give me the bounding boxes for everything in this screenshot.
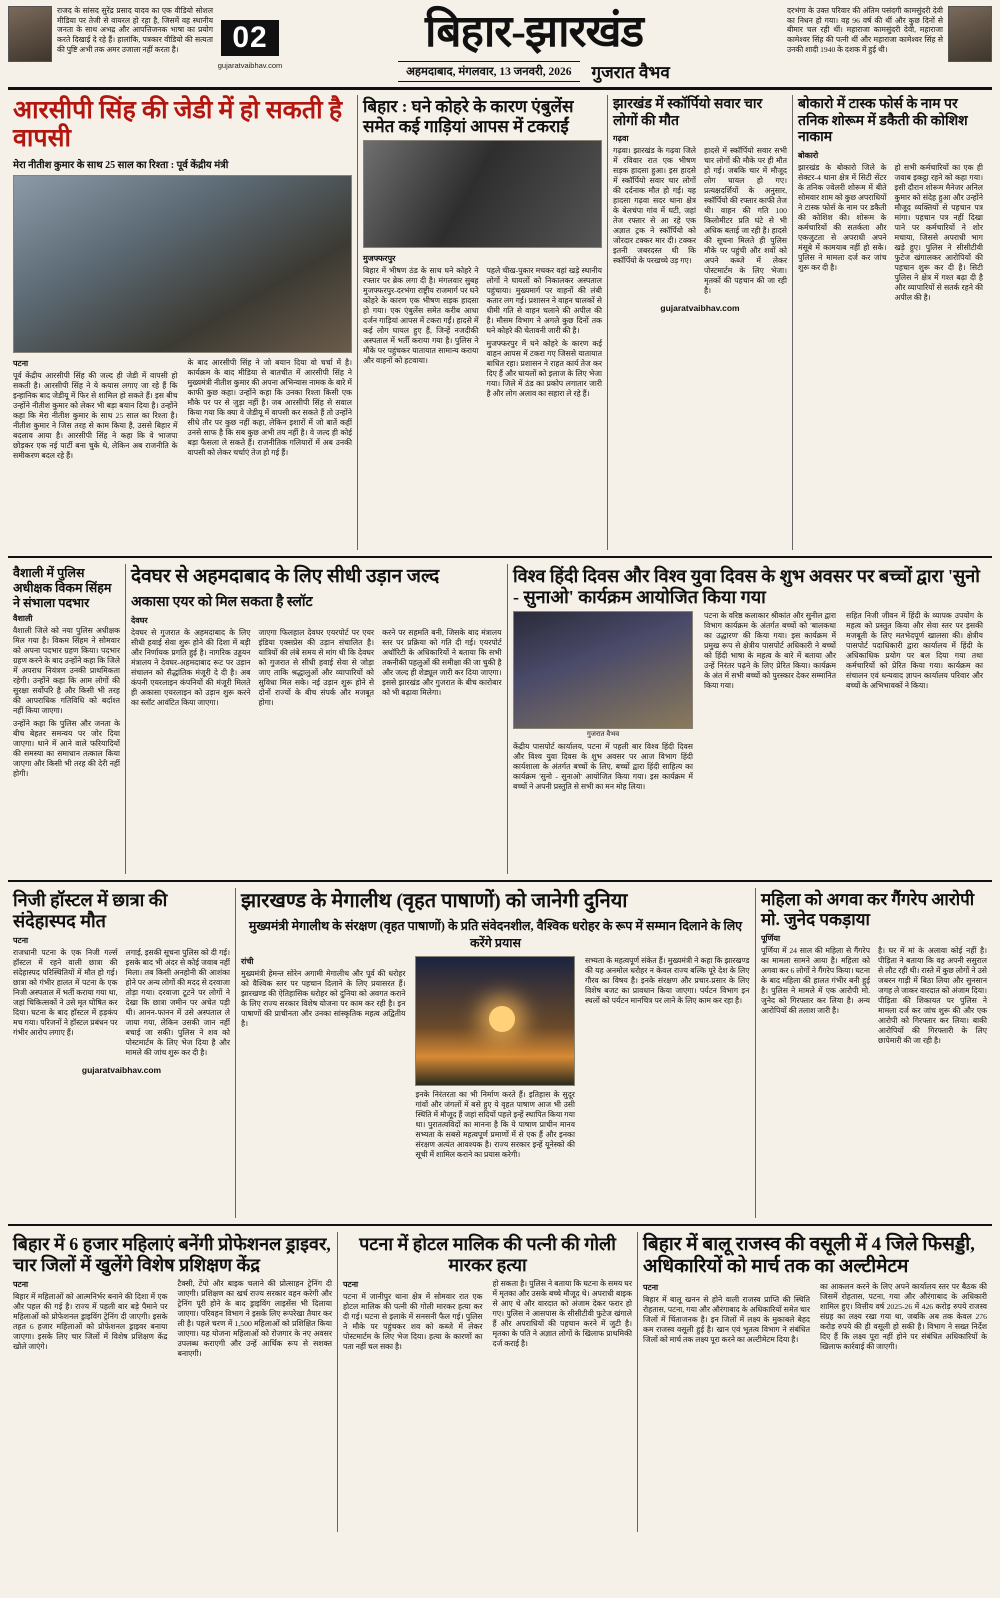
headline: बिहार में बालू राजस्व की वसूली में 4 जिले फिसड्डी, अधिकारियों को मार्च तक का अल्टीमेटम <box>643 1234 975 1277</box>
photo-caption: गुजरात वैभव <box>586 730 620 739</box>
row-4 <box>8 1232 992 1532</box>
masthead-right-text: दरभंगा के उक्त परिवार की अंतिम पसंदगी कामसुंदरी देवी का निधन हो गया। वह 96 वर्ष की थीं और कुछ दिनों से बीमार चल रही थीं। महाराजा कामसुंदरी देवी, महाराजा कामेश्वर सिंह की पत्नी थीं और महाराजा कामेश्वर सिंह से उनकी शादी 1940 के दशक में हुई थी। <box>787 6 943 54</box>
article-body: देवघर से गुजरात के अहमदाबाद के लिए सीधी हवाई सेवा शुरू होने की दिशा में बड़ी और निर्णायक प्रगति हुई है। नागरिक उड्डयन मंत्रालय ने देवघर-अहमदाबाद रूट पर उड़ान संचालन को सैद्धांतिक मंजूरी दे दी है। अब कंपनी एयरलाइन कंपनियों की मंजूरी मिलते ही अकासा एयरलाइन को उड़ान शुरू करने का स्लॉट आवंटित किया जाएगा। <box>131 627 251 707</box>
article-body: झारखंड के बोकारो जिले के सेक्टर-4 थाना क्षेत्र में सिटी सेंटर के तनिक ज्वेलरी शोरूम में बीते सोमवार शाम को कुछ अपराधियों ने टास्क फोर्स के नाम पर डकैती की कोशिश की। शोरूम के कर्मचारियों की सतर्कता और एकजुटता से अपराधी अपने मंसूबे में कामयाब नहीं हो सके। पुलिस ने मामला दर्ज कर जांच शुरू कर दी है। <box>798 162 887 272</box>
page-number-block <box>219 6 281 83</box>
article-purnia-gangrape <box>756 888 992 1218</box>
headline: विश्व हिंदी दिवस और विश्व युवा दिवस के शुभ अवसर पर बच्चों द्वारा 'सुनो - सुनाओ' कार्यक्रम आयोजित किया गया <box>513 566 980 607</box>
masthead-right-photo <box>948 6 992 62</box>
subheadline: अकासा एयर को मिल सकता है स्लॉट <box>131 594 313 610</box>
dateline: बोकारो <box>798 150 819 160</box>
article-body: लगाई, इसकी सूचना पुलिस को दी गई। इसके बाद भी अंदर से कोई जवाब नहीं मिला। तब किसी अनहोनी की आशंका होने पर अन्य लोगों की मदद से दरवाजा तोड़ा गया। दरवाजा टूटने पर लोगों ने देखा कि छात्रा जमीन पर अचेत पड़ी थी। आनन-फानन में उसे अस्पताल ले जाया गया, लेकिन उसकी जान नहीं बचाई जा सकी। पुलिस ने शव को पोस्टमार्टम के लिए भेज दिया है और मामले की जांच शुरू कर दी है। <box>125 948 230 1058</box>
dateline: पटना <box>643 1282 659 1292</box>
article-photo <box>415 956 574 1086</box>
masthead-left-brief <box>8 6 213 83</box>
headline: झारखंड में स्कॉर्पियो सवार चार लोगों की मौत <box>613 97 763 129</box>
article-body: करने पर सहमति बनी, जिसके बाद मंत्रालय स्तर पर प्रक्रिया को गति दी गई। एयरपोर्ट अथॉरिटी के अधिकारियों ने बताया कि सभी तकनीकी पहलुओं की समीक्षा की जा चुकी है और जल्द ही शेड्यूल जारी कर दिया जाएगा। इससे झारखंड और गुजरात के बीच कारोबार को भी बढ़ावा मिलेगा। <box>382 627 502 697</box>
article-body: जाएगा फिलहाल देवघर एयरपोर्ट पर एयर इंडिया एक्सप्रेस की उड़ान संचालित है। यात्रियों की लंबे समय से मांग थी कि देवघर को गुजरात से सीधी हवाई सेवा से जोड़ा जाए ताकि श्रद्धालुओं और व्यापारियों को सुविधा मिल सके। नई उड़ान शुरू होने से दोनों राज्यों के बीच संपर्क और मजबूत होगा। <box>258 627 375 707</box>
article-body: मुजफ्फरपुर में घने कोहरे के कारण कई वाहन आपस में टकरा गए जिससे यातायात बाधित रहा। प्रशासन ने राहत कार्य तेज कर दिए हैं और घायलों को इलाज के लिए भेजा गया। जिले में ठंड का प्रकोप लगातार जारी है और लोग अलाव का सहारा ले रहे हैं। <box>486 339 602 399</box>
dateline: पटना <box>13 359 29 368</box>
article-deoghar-flight <box>126 564 508 874</box>
dateline: पटना <box>13 1280 29 1290</box>
article-sand-revenue <box>638 1232 992 1532</box>
article-body: पटना में जानीपुर थाना क्षेत्र में सोमवार रात एक होटल मालिक की पत्नी की गोली मारकर हत्या कर दी गई। घटना से इलाके में सनसनी फैल गई। पुलिस ने मौके पर पहुंचकर शव को कब्जे में लेकर पोस्टमार्टम के लिए भेज दिया। हत्या के कारणों का पता नहीं चल सका है। <box>343 1292 483 1352</box>
masthead-site: gujaratvaibhav.com <box>217 60 283 70</box>
masthead-left-text: राजद के सांसद सुरेंद्र प्रसाद यादव का एक वीडियो सोशल मीडिया पर तेजी से वायरल हो रहा है, जिसमें वह स्थानीय जनता के साथ अभद्र और आपत्तिजनक भाषा का प्रयोग करते दिखाई दे रहे हैं। हालांकि, पत्रकार वीडियो की सत्यता की पुष्टि अभी तक अमर उजाला नहीं करता है। <box>57 6 213 54</box>
article-body: गढ़वा। झारखंड के गढ़वा जिले में रविवार रात एक भीषण सड़क हादसा हुआ। इस हादसे में स्कॉर्पियो सवार चार लोगों की दर्दनाक मौत हो गई। यह हादसा गढ़वा सदर थाना क्षेत्र के बेलचंपा गांव में घटी, जहां तेज रफ्तार से आ रहे एक अज्ञात ट्रक ने स्कॉर्पियो को जोरदार टक्कर मार दी। टक्कर इतनी जबरदस्त थी कि स्कॉर्पियो के परखच्चे उड़ गए। <box>613 146 696 266</box>
headline: पटना में होटल मालिक की पत्नी की गोली मारकर हत्या <box>359 1234 616 1275</box>
article-body: राजधानी पटना के एक निजी गर्ल्स हॉस्टल में रहने वाली छात्रा की संदेहास्पद परिस्थितियों में मौत हो गई। छात्रा को गंभीर हालत में पटना के एक निजी अस्पताल में भर्ती कराया गया था, जहां चिकित्सकों ने उसे मृत घोषित कर दिया। घटना के बाद हॉस्टल में हड़कंप मच गया। परिजनों ने हॉस्टल प्रबंधन पर गंभीर आरोप लगाए हैं। <box>13 948 118 1038</box>
article-body: केंद्रीय पासपोर्ट कार्यालय, पटना में पहली बार विश्व हिंदी दिवस और विश्व युवा दिवस के शुभ अवसर पर आज विभाग हिंदी कार्यशाला के अंतर्गत बच्चों के लिए, बच्चों द्वारा हिंदी साहित्य का कार्यक्रम 'सुनो - सुनाओ' आयोजित किया गया। इस कार्यक्रम में बच्चों ने अपनी प्रस्तुति से सभी का मन मोह लिया। <box>513 742 693 792</box>
headline: आरसीपी सिंह की जेडी में हो सकती है वापसी <box>13 97 343 152</box>
masthead-left-photo <box>8 6 52 62</box>
edition-date: अहमदाबाद, मंगलवार, 13 जनवरी, 2026 <box>398 61 579 82</box>
dateline: पटना <box>13 936 29 946</box>
headline: बिहार : घने कोहरे के कारण एंबुलेंस समेत कई गाड़ियां आपस में टकराईं <box>363 97 574 136</box>
page-number: 02 <box>221 20 278 56</box>
article-body: पहले चीख-पुकार मचकर वहां खड़े स्थानीय लोगों ने घायलों को निकालकर अस्पताल पहुंचाया। मुख्यमार्ग पर वाहनों की लंबी कतार लग गई। प्रशासन ने वाहन चालकों से धीमी गति से वाहन चलाने की अपील की है। मौसम विभाग ने अगले कुछ दिनों तक घने कोहरे की चेतावनी जारी की है। <box>486 266 602 336</box>
article-body: पूर्व केंद्रीय आरसीपी सिंह की जल्द ही जेडी में वापसी हो सकती है। आरसीपी सिंह ने ये कयास लगाए जा रहे हैं कि इन्हानिक बाद जेडीयू में फिर से शामिल हो सकते हैं। इस बीच उन्होंने नीतीश कुमार को लेकर भी बड़ा बयान दिया है। उन्होंने कहा कि मेरा नीतीश कुमार के साथ 25 साल का रिश्ता है। नीतीश कुमार ने जिस तरह से काम किया है, उससे बिहार में बदलाव आया है। आरसीपी सिंह ने कहा कि वे भाजपा छोड़कर एक नई पार्टी बना चुके थे, लेकिन अब राजनीति के समीकरण बदल रहे हैं। <box>13 371 178 460</box>
site-url: gujaratvaibhav.com <box>81 1065 162 1076</box>
article-body: के बाद आरसीपी सिंह ने जो बयान दिया वो चर्चा में है। कार्यक्रम के बाद मीडिया से बातचीत में आरसीपी सिंह ने मुख्यमंत्री नीतीश कुमार की अपना अभिन्यास नामक के बारे में काफी कुछ कहा। उन्होंने कहा कि उनका रिश्ता किसी एक मौके पर पर से जुड़ा नहीं है। जब आरसीपी सिंह से सवाल किया गया कि क्या वे जेडीयू में वापसी कर सकते हैं तो उन्होंने सीधे तौर पर कुछ नहीं कहा, लेकिन इशारों में जो बातें कहीं उनसे साफ है कि सब कुछ अभी तय नहीं है। वे जल्द ही कोई बड़ा फैसला ले सकते हैं। राजनीतिक गलियारों में अब उनकी वापसी को लेकर चर्चाएं तेज हो गई हैं। <box>187 358 352 457</box>
article-vaishali-sp <box>8 564 126 874</box>
headline: बोकारो में टास्क फोर्स के नाम पर तनिक शोरूम में डकैती की कोशिश नाकाम <box>798 97 968 146</box>
masthead-center <box>287 6 781 83</box>
publication-brand: गुजरात वैभव <box>591 63 670 82</box>
headline: झारखण्ड के मेगालीथ (वृहत पाषाणों) को जानेगी दुनिया <box>241 890 628 912</box>
masthead-right-brief <box>787 6 992 83</box>
article-body: इनके निरंतरता का भी निर्माण करते हैं। इतिहास के सुदूर गांवों और जंगलों में बसे हुए ये वृहत पाषाण आज भी उसी स्थिति में मौजूद हैं जहां सदियों पहले इन्हें स्थापित किया गया था। पुरातत्वविदों का मानना है कि ये पाषाण प्राचीन मानव सभ्यता के सबसे महत्वपूर्ण प्रमाणों में से एक हैं और इनका संरक्षण अत्यंत आवश्यक है। राज्य सरकार इन्हें यूनेस्को की सूची में शामिल कराने का प्रयास करेगी। <box>415 1090 575 1159</box>
row-3 <box>8 888 992 1218</box>
article-photo <box>363 140 602 248</box>
row-1 <box>8 95 992 550</box>
dateline: रांची <box>241 957 254 966</box>
dateline: पटना <box>343 1280 359 1290</box>
article-body: हो सभी कर्मचारियों का एक ही जवाब इकट्ठा रहने को कहा गया। इसी दौरान शोरूम मैनेजर अनिल कुमार को संदेह हुआ और उन्होंने मौजूद व्यक्तियों से पहचान पत्र मांगा। पहचान पत्र नहीं दिखा पाने पर कर्मचारियों ने शोर मचाया, जिससे अपराधी भाग खड़े हुए। पुलिस ने सीसीटीवी फुटेज खंगालकर आरोपियों की पहचान शुरू कर दी है। सिटी पुलिस ने क्षेत्र में गश्त बढ़ा दी है और व्यापारियों से सतर्क रहने की अपील की है। <box>894 162 983 302</box>
kicker: मेरा नीतीश कुमार के साथ 25 साल का रिश्ता : पूर्व केंद्रीय मंत्री <box>13 160 229 171</box>
article-photo <box>513 611 693 729</box>
article-body: पूर्णिया में 24 साल की महिला से गैंगरेप का मामला सामने आया है। महिला को अगवा कर 6 लोगों ने गैंगरेप किया। घटना के बाद महिला की हालत गंभीर बनी हुई है। पुलिस ने मामले में एक आरोपी मो. जुनेद को गिरफ्तार कर लिया है। अन्य आरोपियों की तलाश जारी है। <box>761 946 870 1016</box>
row-2 <box>8 564 992 874</box>
article-hindi-diwas <box>508 564 988 874</box>
article-photo <box>13 175 352 353</box>
headline: वैशाली में पुलिस अधीक्षक विकम सिंहम ने संभाला पदभार <box>13 566 112 610</box>
dateline: वैशाली <box>13 614 33 624</box>
dateline: पूर्णिया <box>761 934 781 944</box>
article-bokaro-robbery <box>793 95 988 550</box>
article-body: पटना के वरिष्ठ कलाकार श्रीकांत और सुनील द्वारा विभाग कार्यक्रम के अंतर्गत बच्चों को 'बालकथा का उद्धारण' की किया गया। इस कार्यक्रम में प्रमुख रूप से क्षेत्रीय पासपोर्ट अधिकारी ने बच्चों को हिंदी भाषा के महत्व के बारे में बताया और उन्हें निरंतर पढ़ने के लिए प्रेरित किया। कार्यक्रम के अंत में सभी बच्चों को पुरस्कार देकर सम्मानित किया गया। <box>703 611 837 691</box>
article-fog-accident <box>358 95 608 550</box>
article-body: बिहार में भीषण ठंड के साथ घने कोहरे ने रफ्तार पर ब्रेक लगा दी है। मंगलवार सुबह मुजफ्फरपुर-दरभंगा राष्ट्रीय राजमार्ग पर घने कोहरे के कारण एक भीषण सड़क हादसा हो गया। एक एंबुलेंस समेत करीब आधा दर्जन गाड़ियां आपस में टकरा गईं। हादसे में कई लोग घायल हुए हैं, जिन्हें नजदीकी अस्पताल में भर्ती कराया गया है। पुलिस ने मौके पर पहुंचकर यातायात सामान्य कराया और वाहनों को हटवाया। <box>363 266 479 366</box>
article-body: सभ्यता के महत्वपूर्ण संकेत हैं। मुख्यमंत्री ने कहा कि झारखण्ड की यह अनमोल धरोहर न केवल राज्य बल्कि पूरे देश के लिए गौरव का विषय है। इनके संरक्षण और प्रचार-प्रसार के लिए विशेष बजट का प्रावधान किया जाएगा। पर्यटन विभाग इन स्थलों को पर्यटन मानचित्र पर लाने के लिए काम कर रहा है। <box>584 956 750 1005</box>
article-body: है। घर में मां के अलावा कोई नहीं है। पीड़िता ने बताया कि वह अपनी ससुराल से लौट रही थी। रास्ते में कुछ लोगों ने उसे जबरन गाड़ी में बिठा लिया और सुनसान जगह ले जाकर वारदात को अंजाम दिया। पीड़िता की शिकायत पर पुलिस ने मामला दर्ज कर जांच शुरू की और एक आरोपी को गिरफ्तार कर लिया। बाकी आरोपियों की गिरफ्तारी के लिए छापेमारी की जा रही है। <box>878 946 987 1046</box>
masthead <box>8 6 992 90</box>
headline: बिहार में 6 हजार महिलाएं बनेंगी प्रोफेशनल ड्राइवर, चार जिलों में खुलेंगे विशेष प्रशिक्षण केंद्र <box>13 1234 331 1275</box>
article-body: टैक्सी, टेंपो और बाइक चलाने की प्रोत्साहन ट्रेनिंग दी जाएगी। प्रशिक्षण का खर्च राज्य सरकार वहन करेगी और ट्रेनिंग पूरी होने के बाद ड्राइविंग लाइसेंस भी दिलाया जाएगा। परिवहन विभाग ने इसके लिए रूपरेखा तैयार कर ली है। पहले चरण में 1,500 महिलाओं को प्रशिक्षित किया जाएगा। यह योजना महिलाओं को रोजगार के नए अवसर उपलब्ध कराएगी और उन्हें आर्थिक रूप से सशक्त बनाएगी। <box>177 1279 332 1359</box>
dateline: देवघर <box>131 615 148 625</box>
headline: निजी हॉस्टल में छात्रा की संदेहास्पद मौत <box>13 890 168 931</box>
article-body: वैशाली जिले को नया पुलिस अधीक्षक मिल गया है। विकम सिंहम ने सोमवार को अपना पदभार ग्रहण किया। पदभार ग्रहण करने के बाद उन्होंने कहा कि जिले में अपराध नियंत्रण उनकी प्राथमिकता रहेगी। उन्होंने कहा कि आम लोगों की सुरक्षा सर्वोपरि है और किसी भी तरह की आपराधिक गतिविधि को बर्दाश्त नहीं किया जाएगा। <box>13 626 120 716</box>
article-women-drivers <box>8 1232 338 1532</box>
article-body: मुख्यमंत्री हेमन्त सोरेन अगामी मेगालीथ और पूर्व की धरोहर को वैश्विक स्तर पर पहचान दिलाने के लिए प्रयासरत हैं। झारखण्ड की ऐतिहासिक धरोहर को दुनिया को अवगत कराने के लिए राज्य सरकार विशेष योजना पर काम कर रही है। इन पाषाणों की प्राचीनता और उनका सांस्कृतिक महत्व अद्वितीय है। <box>241 969 406 1028</box>
article-hotel-owner-wife-murder <box>338 1232 638 1532</box>
dateline: मुजफ्फरपुर <box>363 254 396 264</box>
article-scorpio-deaths <box>608 95 793 550</box>
headline: देवघर से अहमदाबाद के लिए सीधी उड़ान जल्द <box>131 566 440 587</box>
article-body: बिहार में महिलाओं को आत्मनिर्भर बनाने की दिशा में एक और पहल की गई है। राज्य में पहली बार बड़े पैमाने पर महिलाओं को प्रोफेशनल ड्राइविंग ट्रेनिंग दी जाएगी। इसके तहत 6 हजार महिलाओं को प्रोफेशनल ड्राइवर बनाया जाएगा। इसके लिए चार जिलों में विशेष प्रशिक्षण केंद्र खोले जाएंगे। <box>13 1292 168 1352</box>
article-body: हो सकता है। पुलिस ने बताया कि घटना के समय घर में मृतका और उसके बच्चे मौजूद थे। अपराधी बाइक से आए थे और वारदात को अंजाम देकर फरार हो गए। पुलिस ने आसपास के सीसीटीवी फुटेज खंगाले हैं और अपराधियों की पहचान करने में जुटी है। मृतका के पति ने अज्ञात लोगों के खिलाफ प्राथमिकी दर्ज कराई है। <box>492 1279 632 1349</box>
site-url: gujaratvaibhav.com <box>660 303 740 314</box>
headline: महिला को अगवा कर गैंगरेप आरोपी मो. जुनेद पकड़ाया <box>761 890 975 929</box>
article-megalith <box>236 888 756 1218</box>
article-hostel-death <box>8 888 236 1218</box>
newspaper-title: बिहार-झारखंड <box>424 7 644 56</box>
dateline: गढ़वा <box>613 134 629 144</box>
article-body: का आकलन करने के लिए अपने कार्यालय स्तर पर बैठक की जिसमें रोहतास, पटना, गया और औरंगाबाद के अधिकारी शामिल हुए। वित्तीय वर्ष 2025-26 में 426 करोड़ रुपये राजस्व संग्रह का लक्ष्य रखा गया था, जबकि अब तक केवल 276 करोड़ रुपये की ही वसूली हो सकी है। विभाग ने सख्त निर्देश दिए हैं कि लक्ष्य पूरा नहीं होने पर संबंधित अधिकारियों के खिलाफ कार्रवाई की जाएगी। <box>820 1281 987 1351</box>
article-body: उन्होंने कहा कि पुलिस और जनता के बीच बेहतर समन्वय पर जोर दिया जाएगा। थाने में आने वाले फरियादियों की समस्या का समाधान तत्काल किया जाएगा और किसी भी तरह की देरी नहीं होगी। <box>13 719 120 779</box>
article-body: हादसे में स्कॉर्पियो सवार सभी चार लोगों की मौके पर ही मौत हो गई। जबकि चार में मौजूद लोग घायल हो गए। प्रत्यक्षदर्शियों के अनुसार, स्कॉर्पियो की रफ्तार काफी तेज थी। वाहन की गति 100 किलोमीटर प्रति घंटे से भी अधिक बताई जा रही है। हादसे की सूचना मिलते ही पुलिस मौके पर पहुंची और शवों को अपने कब्जे में लेकर पोस्टमार्टम के लिए भेजा। मृतकों की पहचान की जा रही है। <box>704 146 787 296</box>
article-rcp-singh <box>8 95 358 550</box>
article-body: बिहार में बालू खनन से होने वाली राजस्व प्राप्ति की स्थिति रोहतास, पटना, गया और औरंगाबाद के अधिकारियों समेत चार जिलों में चिंताजनक है। इन जिलों में लक्ष्य के मुकाबले बेहद कम राजस्व वसूली हुई है। खान एवं भूतत्व विभाग ने संबंधित जिलों को मार्च तक लक्ष्य पूरा करने का अल्टीमेटम दिया है। <box>643 1294 810 1344</box>
subheadline: मुख्यमंत्री मेगालीथ के संरक्षण (वृहत पाषाणों) के प्रति संवेदनशील, वैश्विक धरोहर के रूप में सम्मान दिलाने के लिए करेंगे प्रयास <box>248 919 743 950</box>
article-body: सहित निजी जीवन में हिंदी के व्यापक उपयोग के महत्व को प्रस्तुत किया और सेवा स्तर पर इसकी मजबूती के लिए मतभेदपूर्ण खालसा की। क्षेत्रीय पासपोर्ट पदाधिकारी द्वारा कार्यालय में हिंदी के अधिकाधिक प्रयोग पर बल दिया गया तथा कर्मचारियों को प्रेरित किया गया। कार्यक्रम का संचालन एवं धन्यवाद ज्ञापन कार्यालय परिवार और बच्चों के अभिभावकों ने किया। <box>846 611 983 691</box>
